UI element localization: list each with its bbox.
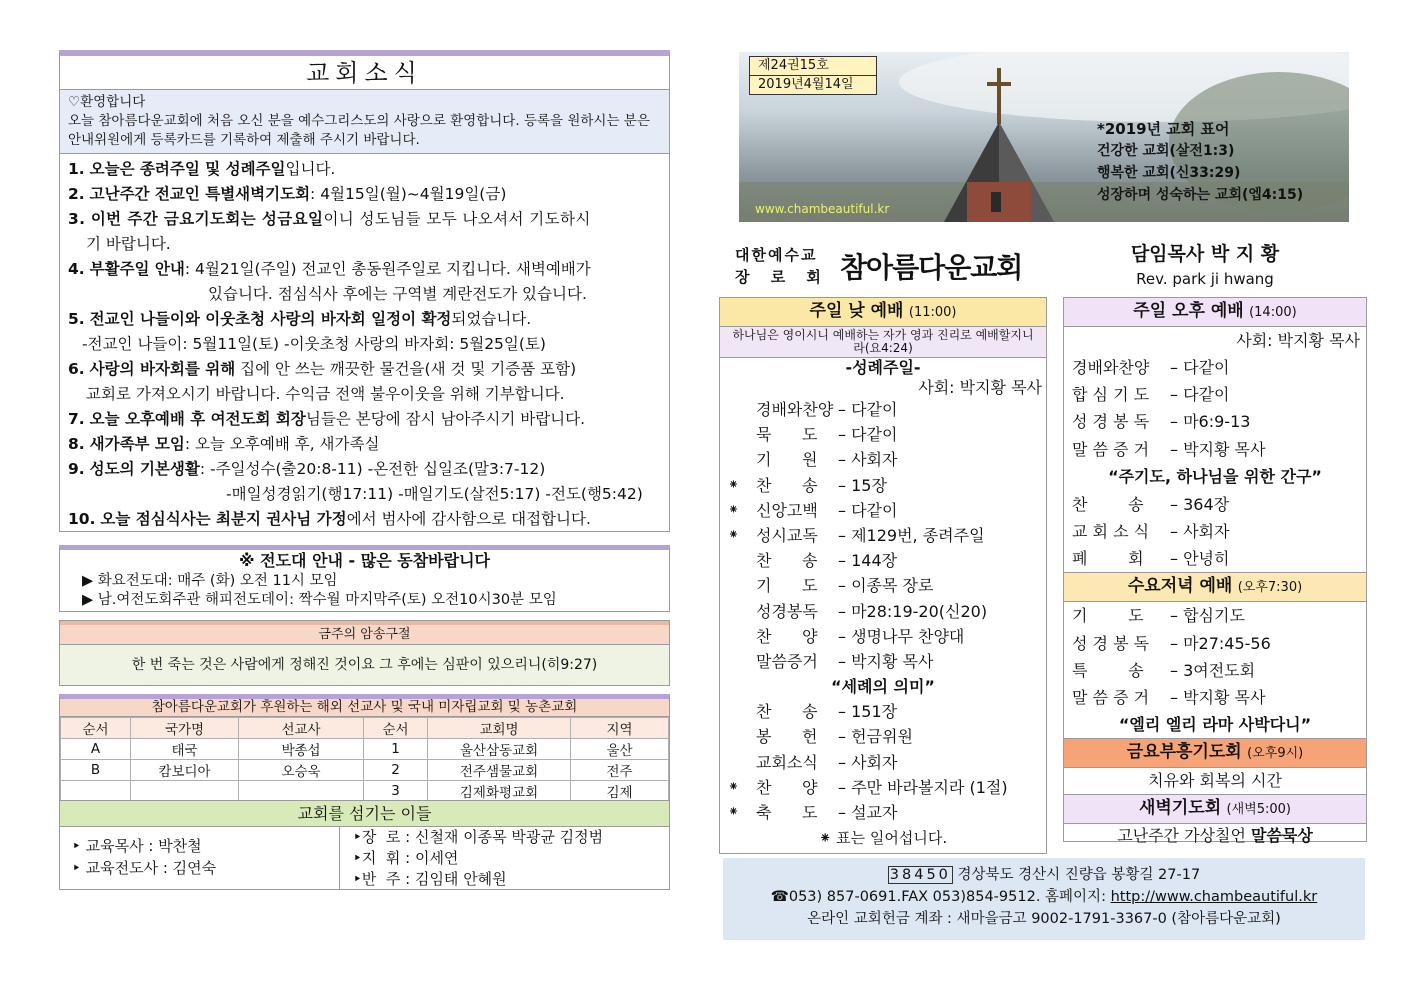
column-header: 국가명 (131, 718, 239, 739)
servant-item: ‣반 주 : 김임태 안혜원 (353, 870, 507, 888)
header-banner (739, 52, 1349, 222)
wednesday-sermon: “엘리 엘리 라마 사박다니” (1118, 715, 1312, 735)
order-row: 교 회 소 식 – 사회자 (1072, 522, 1230, 542)
news-item: 8. 새가족부 모임: 오늘 오후예배 후, 새가족실 (68, 435, 380, 453)
order-row: 찬 송 – 144장 (756, 551, 898, 571)
order-row: ⁕ 성시교독 – 제129번, 종려주일 (728, 526, 985, 546)
denomination-line: 장 로 회 (735, 268, 829, 286)
table-cell (131, 781, 239, 802)
column-header: 지역 (571, 718, 669, 739)
issue-date: 2019년4월14일 (749, 75, 877, 95)
motto-line: 건강한 교회(살전1:3) (1097, 143, 1235, 159)
servants-left (60, 827, 340, 890)
order-row: 말 씀 증 거 – 박지황 목사 (1072, 439, 1266, 459)
table-cell: B (61, 760, 131, 781)
dawn-prayer-heading: 새벽기도회 (새벽5:00) (1064, 794, 1366, 824)
servants-right (341, 827, 671, 890)
news-item: 5. 전교인 나들이와 이웃초청 사랑의 바자회 일정이 확정되었습니다. (68, 310, 532, 328)
memory-verse-panel (59, 620, 670, 686)
friday-prayer-text: 치유와 회복의 시간 (1148, 771, 1282, 791)
column-header: 선교사 (239, 718, 364, 739)
order-row: 합 심 기 도 – 다같이 (1072, 385, 1230, 405)
news-item: 10. 오늘 점심식사는 최분지 권사님 가정에서 범사에 감사함으로 대접합니다. (68, 510, 591, 528)
table-cell: 2 (364, 760, 428, 781)
news-item: 6. 사랑의 바자회를 위해 집에 안 쓰는 깨끗한 물건을(새 것 및 기증품 포함) (68, 360, 577, 378)
news-item: 1. 오늘은 종려주일 및 성례주일입니다. (68, 160, 336, 178)
address-line: 38450 경상북도 경산시 진량읍 봉황길 27-17 (889, 867, 1201, 883)
account-line: 온라인 교회헌금 계좌 : 새마을금고 9002-1791-3367-0 (참아름다운교회) (807, 911, 1281, 927)
table-cell: 전주샘물교회 (428, 760, 571, 781)
table-cell: 울산 (571, 739, 669, 760)
table-row (61, 781, 669, 802)
wednesday-service-heading: 수요저녁 예배 (오후7:30) (1064, 572, 1366, 602)
table-cell (61, 781, 131, 802)
banner-url: www.chambeautiful.kr (755, 202, 890, 216)
order-row: 찬 송 – 364장 (1072, 494, 1230, 514)
order-row: ⁕ 신앙고백 – 다같이 (728, 500, 898, 520)
order-row: 기 도 – 이종목 장로 (756, 576, 934, 596)
church-motto (1097, 118, 1303, 206)
pastor-name: 담임목사 박 지 황 (1130, 243, 1280, 265)
table-header-row (61, 718, 669, 739)
order-row: 묵 도 – 다같이 (756, 425, 898, 445)
issue-volume: 제24권15호 (749, 56, 877, 76)
news-item-cont: 교회로 가져오시기 바랍니다. 수익금 전액 불우이웃을 위해 기부합니다. (86, 385, 565, 403)
denomination-line: 대한예수교 (735, 246, 818, 264)
order-row: ⁕ 축 도 – 설교자 (728, 803, 898, 823)
news-item: 9. 성도의 기본생활: -주일성수(출20:8-11) -온전한 십일조(말3:7-12) (68, 460, 546, 478)
pastor-name-english: Rev. park ji hwang (1136, 270, 1274, 288)
servants-panel (59, 800, 670, 890)
church-news-panel (59, 50, 670, 532)
order-row: 말씀증거 – 박지황 목사 (756, 652, 934, 672)
news-item-cont: 있습니다. 점심식사 후에는 구역별 계란전도가 있습니다. (208, 285, 587, 303)
order-row: 찬 양 – 생명나무 찬양대 (756, 626, 965, 646)
table-cell: 캄보디아 (131, 760, 239, 781)
news-title: 교회소식 (60, 56, 669, 90)
servants-heading: 교회를 섬기는 이들 (60, 801, 669, 827)
order-row: ⁕ 찬 송 – 15장 (728, 475, 887, 495)
news-item: 7. 오늘 오후예배 후 여전도회 회장님들은 본당에 잠시 남아주시기 바랍니다. (68, 410, 586, 428)
servant-item: ‣지 휘 : 이세연 (353, 849, 459, 867)
order-row: 경배와찬양 – 다같이 (1072, 358, 1230, 377)
order-row: 기 도 – 합심기도 (1072, 606, 1245, 626)
servant-item: ‣ 교육목사 : 박찬철 (72, 837, 202, 855)
table-cell: 울산삼동교회 (428, 739, 571, 760)
memory-verse-heading: 금주의 암송구절 (60, 621, 669, 645)
afternoon-leader: 사회: 박지황 목사 (1236, 331, 1360, 350)
column-header: 순서 (61, 718, 131, 739)
standing-note: ⁕ 표는 일어섭니다. (818, 829, 948, 848)
order-row: 폐 회 – 안녕히 (1072, 549, 1230, 569)
memory-verse-text: 한 번 죽는 것은 사람에게 정해진 것이요 그 후에는 심판이 있으리니(히9:27) (60, 645, 669, 685)
sunday-verse: 하나님은 영이시니 예배하는 자가 영과 진리로 예배할지니라(요4:24) (720, 327, 1046, 358)
table-cell: A (61, 739, 131, 760)
welcome-text: 오늘 참아름다운교회에 처음 오신 분을 예수그리스도의 사랑으로 환영합니다. 등록을 원하시는 분은 안내위원에게 등록카드를 기록하여 제출해 주시기 바랍니다. (68, 113, 650, 148)
evangelism-item: ▶ 화요전도대: 매주 (화) 오전 11시 모임 (82, 573, 338, 589)
order-row: 특 송 – 3여전도회 (1072, 660, 1256, 680)
welcome-box (60, 90, 669, 154)
table-cell (239, 781, 364, 802)
sunday-service-heading: 주일 낮 예배 (11:00) (720, 298, 1046, 327)
sunday-leader: 사회: 박지황 목사 (918, 378, 1042, 397)
missions-panel (59, 694, 670, 803)
homepage-link[interactable]: http://www.chambeautiful.kr (1110, 889, 1318, 905)
motto-title: *2019년 교회 표어 (1097, 120, 1230, 138)
table-cell: 김제화평교회 (428, 781, 571, 802)
order-row: 봉 헌 – 헌금위원 (756, 727, 913, 747)
missions-table (60, 717, 669, 802)
afternoon-service-heading: 주일 오후 예배 (14:00) (1064, 298, 1366, 327)
table-cell: 3 (364, 781, 428, 802)
friday-prayer-heading: 금요부흥기도회 (오후9시) (1064, 738, 1366, 768)
servant-item: ‣장 로 : 신철재 이종목 박광균 김정범 (353, 828, 604, 846)
evangelism-panel (59, 545, 670, 612)
table-cell: 박종섭 (239, 739, 364, 760)
denomination (735, 244, 829, 288)
order-row: 성 경 봉 독 – 마27:45-56 (1072, 633, 1271, 653)
motto-line: 행복한 교회(신33:29) (1097, 165, 1241, 181)
sermon-title: “세례의 의미” (831, 677, 935, 697)
order-row: 성경봉독 – 마28:19-20(신20) (756, 601, 988, 621)
news-list (60, 154, 669, 532)
evangelism-item: ▶ 남.여전도회주관 해피전도데이: 짝수월 마지막주(토) 오전10시30분 모임 (82, 592, 557, 608)
sunday-service-panel (719, 297, 1047, 854)
footer-contact (723, 858, 1365, 940)
evangelism-heading: ※ 전도대 안내 - 많은 동참바랍니다 (239, 551, 490, 570)
news-item: 3. 이번 주간 금요기도회는 성금요일이니 성도님들 모두 나오셔서 기도하시 (68, 210, 591, 228)
sunday-theme: -성례주일- (845, 358, 921, 377)
order-row: 성 경 봉 독 – 마6:9-13 (1072, 412, 1251, 432)
table-cell: 전주 (571, 760, 669, 781)
news-item-cont: -전교인 나들이: 5월11일(토) -이웃초청 사랑의 바자회: 5월25일(토) (82, 335, 546, 353)
servant-item: ‣ 교육전도사 : 김연숙 (72, 859, 217, 877)
order-row: 기 원 – 사회자 (756, 450, 898, 470)
sunday-order (720, 397, 1046, 851)
afternoon-service-panel (1063, 297, 1367, 846)
church-name: 참아름다운교회 (840, 251, 1023, 284)
order-row: 말 씀 증 거 – 박지황 목사 (1072, 688, 1266, 708)
news-item: 2. 고난주간 전교인 특별새벽기도회: 4월15일(월)~4월19일(금) (68, 185, 507, 203)
table-row (61, 760, 669, 781)
motto-line: 성장하며 성숙하는 교회(엡4:15) (1097, 187, 1304, 203)
table-cell: 태국 (131, 739, 239, 760)
column-header: 교회명 (428, 718, 571, 739)
welcome-heading: ♡환영합니다 (68, 94, 146, 110)
afternoon-sermon: “주기도, 하나님을 위한 간구” (1108, 466, 1322, 486)
news-item-cont: 기 바랍니다. (86, 235, 171, 253)
table-cell: 김제 (571, 781, 669, 802)
table-row (61, 739, 669, 760)
news-item: 4. 부활주일 안내: 4월21일(주일) 전교인 총동원주일로 지킵니다. 새벽예배가 (68, 260, 591, 278)
order-row: 교회소식 – 사회자 (756, 752, 898, 772)
missions-heading: 참아름다운교회가 후원하는 해외 선교사 및 국내 미자립교회 및 농촌교회 (60, 699, 669, 717)
news-item-cont: -매일성경읽기(행17:11) -매일기도(살전5:17) -전도(행5:42) (226, 485, 643, 503)
dawn-prayer-text: 고난주간 가상칠언 말씀묵상 (1117, 826, 1313, 846)
column-header: 순서 (364, 718, 428, 739)
order-row: 경배와찬양 – 다같이 (756, 400, 898, 419)
order-row: 찬 송 – 151장 (756, 702, 898, 722)
phone-line: ☎053) 857-0691.FAX 053)854-9512. 홈페이지: http://www.chambeautiful.kr (770, 889, 1318, 905)
table-cell: 오승욱 (239, 760, 364, 781)
table-cell: 1 (364, 739, 428, 760)
order-row: ⁕ 찬 양 – 주만 바라볼지라 (1절) (728, 777, 1008, 797)
